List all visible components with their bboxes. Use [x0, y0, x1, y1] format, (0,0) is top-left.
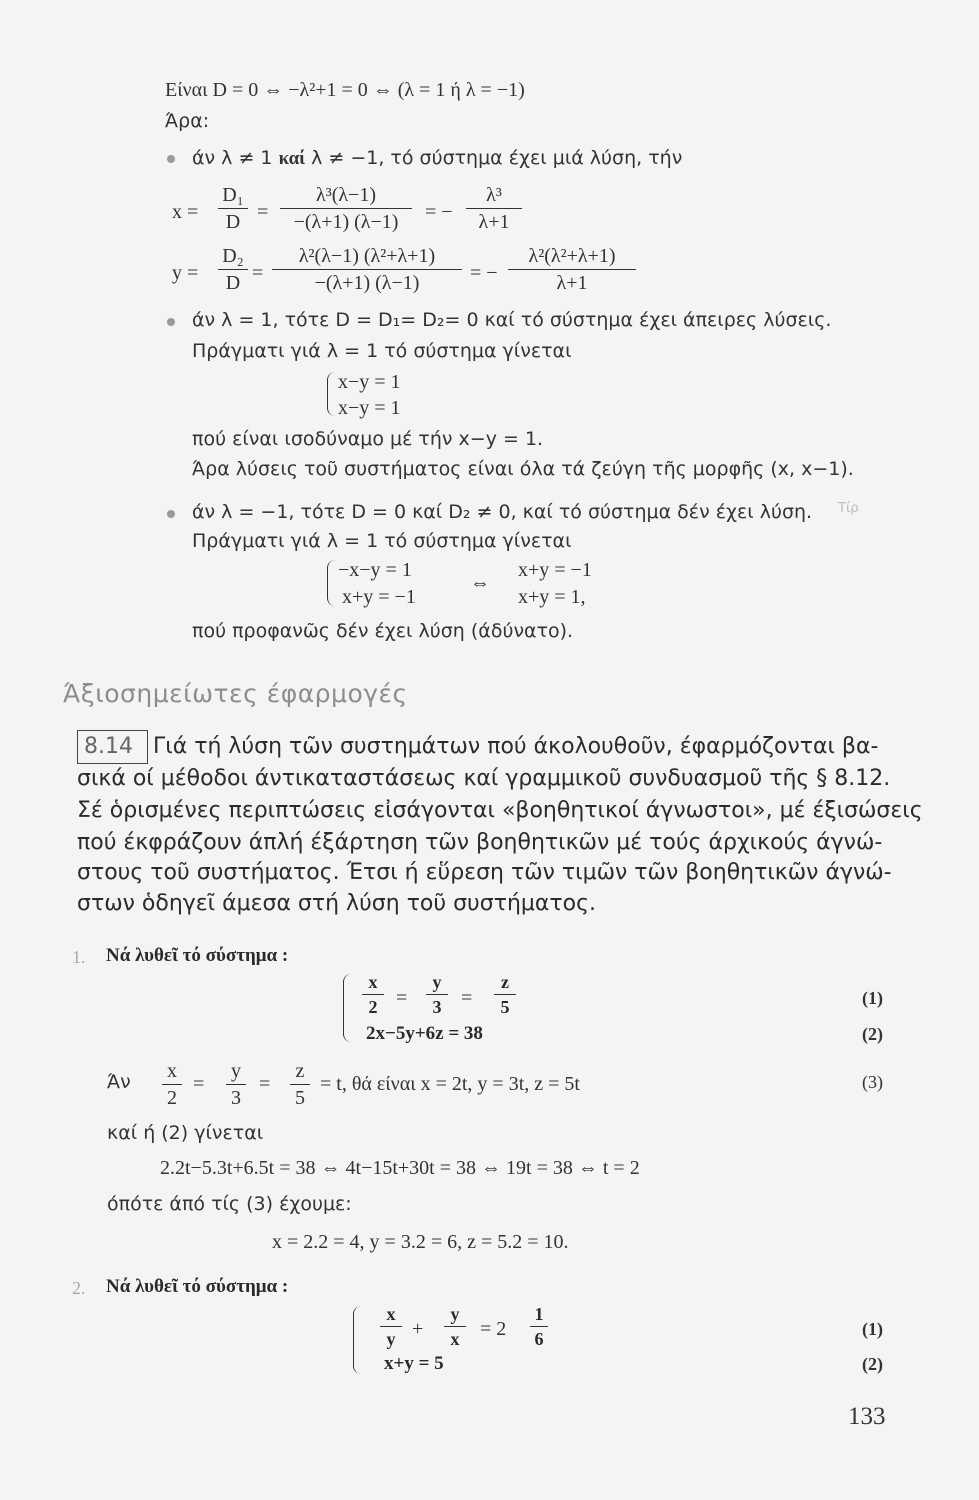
sys1-eq-b: x−y = 1: [338, 397, 401, 419]
p2-frac-sixth: [530, 1305, 548, 1348]
p1-eq-sign: =: [461, 987, 473, 1009]
p1-g-frac-x: [162, 1061, 182, 1108]
line-lyseis: Άρα λύσεις τοῦ συστήματος είναι όλα τά ζεύγη τῆς μορφῆς (x, x−1).: [192, 458, 854, 480]
bullet-dot: [167, 318, 175, 326]
x-frac-2-num: λ³(λ−1): [316, 184, 376, 206]
p2-frac-yx-den: x: [450, 1329, 460, 1349]
frac-bar: [362, 994, 384, 995]
p2-frac-sixth-den: 6: [534, 1329, 544, 1349]
x-frac-3-num: λ³: [486, 184, 502, 206]
section-heading: Άξιοσημείωτες έφαρμογές: [63, 679, 408, 708]
sys2-eq-a: −x−y = 1: [338, 559, 412, 581]
bullet-dot: [167, 155, 175, 163]
equation-tag: (2): [862, 1354, 883, 1374]
equation-tag: (3): [862, 1072, 883, 1092]
y-eq-1: =: [252, 262, 264, 284]
frac-bar: [290, 1084, 310, 1085]
p1-calculation: 2.2t−5.3t+6.5t = 38 ⇔ 4t−15t+30t = 38 ⇔ 19t = 38 ⇔ t = 2: [160, 1157, 640, 1179]
p1-g-frac-y: [226, 1061, 246, 1108]
p1-frac-z: [494, 973, 516, 1016]
p2-frac-xy: [380, 1305, 402, 1348]
p1-eq-sign: =: [259, 1073, 271, 1095]
line-pragmati-2: Πράγματι γιά λ = 1 τό σύστημα γίνεται: [192, 530, 572, 552]
system-brace: [327, 560, 336, 606]
p2-frac-yx-num: y: [450, 1304, 460, 1324]
system-brace: [327, 372, 336, 416]
frac-bar: [494, 994, 516, 995]
p1-kai-line: καί ή (2) γίνεται: [107, 1122, 264, 1144]
x-frac-1: [218, 185, 248, 232]
equation-tag: (2): [862, 1024, 883, 1044]
x-frac-2-den: −(λ+1) (λ−1): [293, 211, 399, 233]
system-brace: [343, 974, 352, 1042]
p1-g-frac-z: [290, 1061, 310, 1108]
para-line-4: πού έκφράζουν άπλή έξάρτηση τῶν βοηθητικῶν μέ τούς άρχικούς άγνώ-: [77, 830, 883, 855]
frac-bar: [226, 1084, 246, 1085]
y-frac-1-den: D: [225, 272, 241, 294]
x-lhs: x =: [172, 201, 199, 223]
frac-bar: [162, 1084, 182, 1085]
p1-g-frac-y-num: y: [231, 1060, 241, 1082]
y-frac-1-num: D₂: [222, 245, 244, 267]
p1-result: x = 2.2 = 4, y = 3.2 = 6, z = 5.2 = 10.: [272, 1231, 569, 1253]
x-frac-3: [466, 185, 522, 232]
p1-g-frac-z-num: z: [295, 1060, 305, 1082]
p2-equation-2: x+y = 5: [384, 1353, 444, 1374]
problem-2-title: Νά λυθεῖ τό σύστημα :: [106, 1276, 289, 1297]
problem-2-number: 2.: [72, 1278, 86, 1298]
p2-plus: +: [412, 1318, 424, 1340]
y-frac-3: [508, 246, 636, 293]
frac-bar: [466, 208, 522, 209]
p1-g-frac-x-num: x: [167, 1060, 177, 1082]
para-line-5: στους τοῦ συστήματος. Έτσι ή εὕρεση τῶν τιμῶν τῶν βοηθητικῶν άγνώ-: [77, 860, 892, 885]
p1-frac-y: [426, 973, 448, 1016]
line-isodynamo: πού είναι ισοδύναμο μέ τήν x−y = 1.: [192, 428, 544, 450]
p2-frac-xy-num: x: [386, 1304, 396, 1324]
line-case-2: άν λ = 1, τότε D = D₁= D₂= 0 καί τό σύστημα έχει άπειρες λύσεις.: [192, 309, 832, 331]
p1-g-frac-z-den: 5: [295, 1087, 305, 1109]
p2-frac-yx: [444, 1305, 466, 1348]
line-case-1: [192, 149, 682, 168]
x-frac-1-den: D: [225, 211, 241, 233]
frac-bar: [380, 1326, 402, 1327]
p1-an: Άν: [107, 1071, 131, 1093]
x-frac-2: [280, 185, 412, 232]
equation-tag: (1): [862, 1319, 883, 1339]
case-1-kai: καί: [278, 148, 306, 169]
frac-bar: [272, 269, 462, 270]
p1-g-frac-x-den: 2: [167, 1087, 177, 1109]
case-1-text-a: άν λ ≠ 1: [192, 147, 279, 169]
p1-frac-y-den: 3: [432, 997, 442, 1017]
y-eq-2: = −: [470, 262, 498, 284]
y-lhs: y =: [172, 262, 199, 284]
y-frac-2-den: −(λ+1) (λ−1): [314, 272, 420, 294]
x-eq-1: =: [257, 201, 269, 223]
line-adynato: πού προφανῶς δέν έχει λύση (άδύνατο).: [192, 620, 574, 642]
para-line-3: Σέ ὁρισμένες περιπτώσεις εἰσάγονται «βοηθητικοί άγνωστοι», μέ έξισώσεις: [77, 798, 923, 823]
system-brace: [353, 1306, 362, 1374]
frac-bar: [218, 269, 248, 270]
p1-eq-sign: =: [193, 1073, 205, 1095]
p1-substitution: = t, θά είναι x = 2t, y = 3t, z = 5t: [320, 1073, 580, 1095]
p1-equation-2: 2x−5y+6z = 38: [366, 1023, 483, 1044]
line-case-3: άν λ = −1, τότε D = 0 καί D₂ ≠ 0, καί τό σύστημα δέν έχει λύση.: [192, 501, 813, 523]
p2-eq-two: = 2: [480, 1318, 507, 1340]
y-frac-3-den: λ+1: [556, 272, 588, 294]
line-pragmati-1: Πράγματι γιά λ = 1 τό σύστημα γίνεται: [192, 340, 572, 362]
y-frac-1: [218, 246, 248, 293]
p1-opote-line: όπότε άπό τίς (3) έχουμε:: [107, 1193, 352, 1215]
iff-symbol: ⇔: [470, 572, 490, 594]
frac-bar: [280, 208, 412, 209]
x-frac-1-num: D₁: [222, 184, 244, 206]
equation-tag: (1): [862, 988, 883, 1008]
page-number: 133: [848, 1403, 886, 1430]
x-frac-3-den: λ+1: [478, 211, 510, 233]
p1-frac-x-num: x: [368, 972, 378, 992]
p1-frac-z-num: z: [501, 972, 509, 992]
problem-1-title: Νά λυθεῖ τό σύστημα :: [106, 945, 289, 966]
sys1-eq-a: x−y = 1: [338, 371, 401, 393]
section-number-box: 8.14: [77, 730, 148, 764]
case-1-text-c: λ ≠ −1, τό σύστημα έχει μιά λύση, τήν: [305, 147, 683, 169]
p1-frac-y-num: y: [432, 972, 442, 992]
line-determinant: Είναι D = 0 ⇔ −λ²+1 = 0 ⇔ (λ = 1 ή λ = −1): [165, 79, 525, 101]
sys2-eq-c: x+y = −1: [518, 559, 592, 581]
frac-bar: [444, 1326, 466, 1327]
sys2-eq-d: x+y = 1,: [518, 586, 586, 608]
p1-frac-z-den: 5: [500, 997, 510, 1017]
p2-frac-sixth-num: 1: [534, 1304, 544, 1324]
line-ara: Άρα:: [165, 110, 210, 132]
frac-bar: [426, 994, 448, 995]
p1-g-frac-y-den: 3: [231, 1087, 241, 1109]
para-line-6: στων ὁδηγεῖ άμεσα στή λύση τοῦ συστήματος.: [77, 891, 597, 916]
y-frac-2: [272, 246, 462, 293]
p1-eq-sign: =: [396, 987, 408, 1009]
para-line-1: Γιά τή λύση τῶν συστημάτων πού άκολουθοῦν, έφαρμόζονται βα-: [153, 734, 879, 759]
problem-1-number: 1.: [72, 947, 86, 967]
y-frac-3-num: λ²(λ²+λ+1): [528, 245, 616, 267]
bullet-dot: [167, 510, 175, 518]
p1-frac-x-den: 2: [368, 997, 378, 1017]
y-frac-2-num: λ²(λ−1) (λ²+λ+1): [298, 245, 436, 267]
frac-bar: [530, 1326, 548, 1327]
sys2-eq-b: x+y = −1: [342, 586, 416, 608]
x-eq-2: = −: [425, 201, 453, 223]
p2-frac-xy-den: y: [386, 1329, 396, 1349]
p1-frac-x: [362, 973, 384, 1016]
bleed-through-text: Τίρ: [838, 501, 859, 516]
frac-bar: [218, 208, 248, 209]
frac-bar: [508, 269, 636, 270]
para-line-2: σικά οί μέθοδοι άντικαταστάσεως καί γραμμικοῦ συνδυασμοῦ τῆς § 8.12.: [77, 766, 891, 791]
